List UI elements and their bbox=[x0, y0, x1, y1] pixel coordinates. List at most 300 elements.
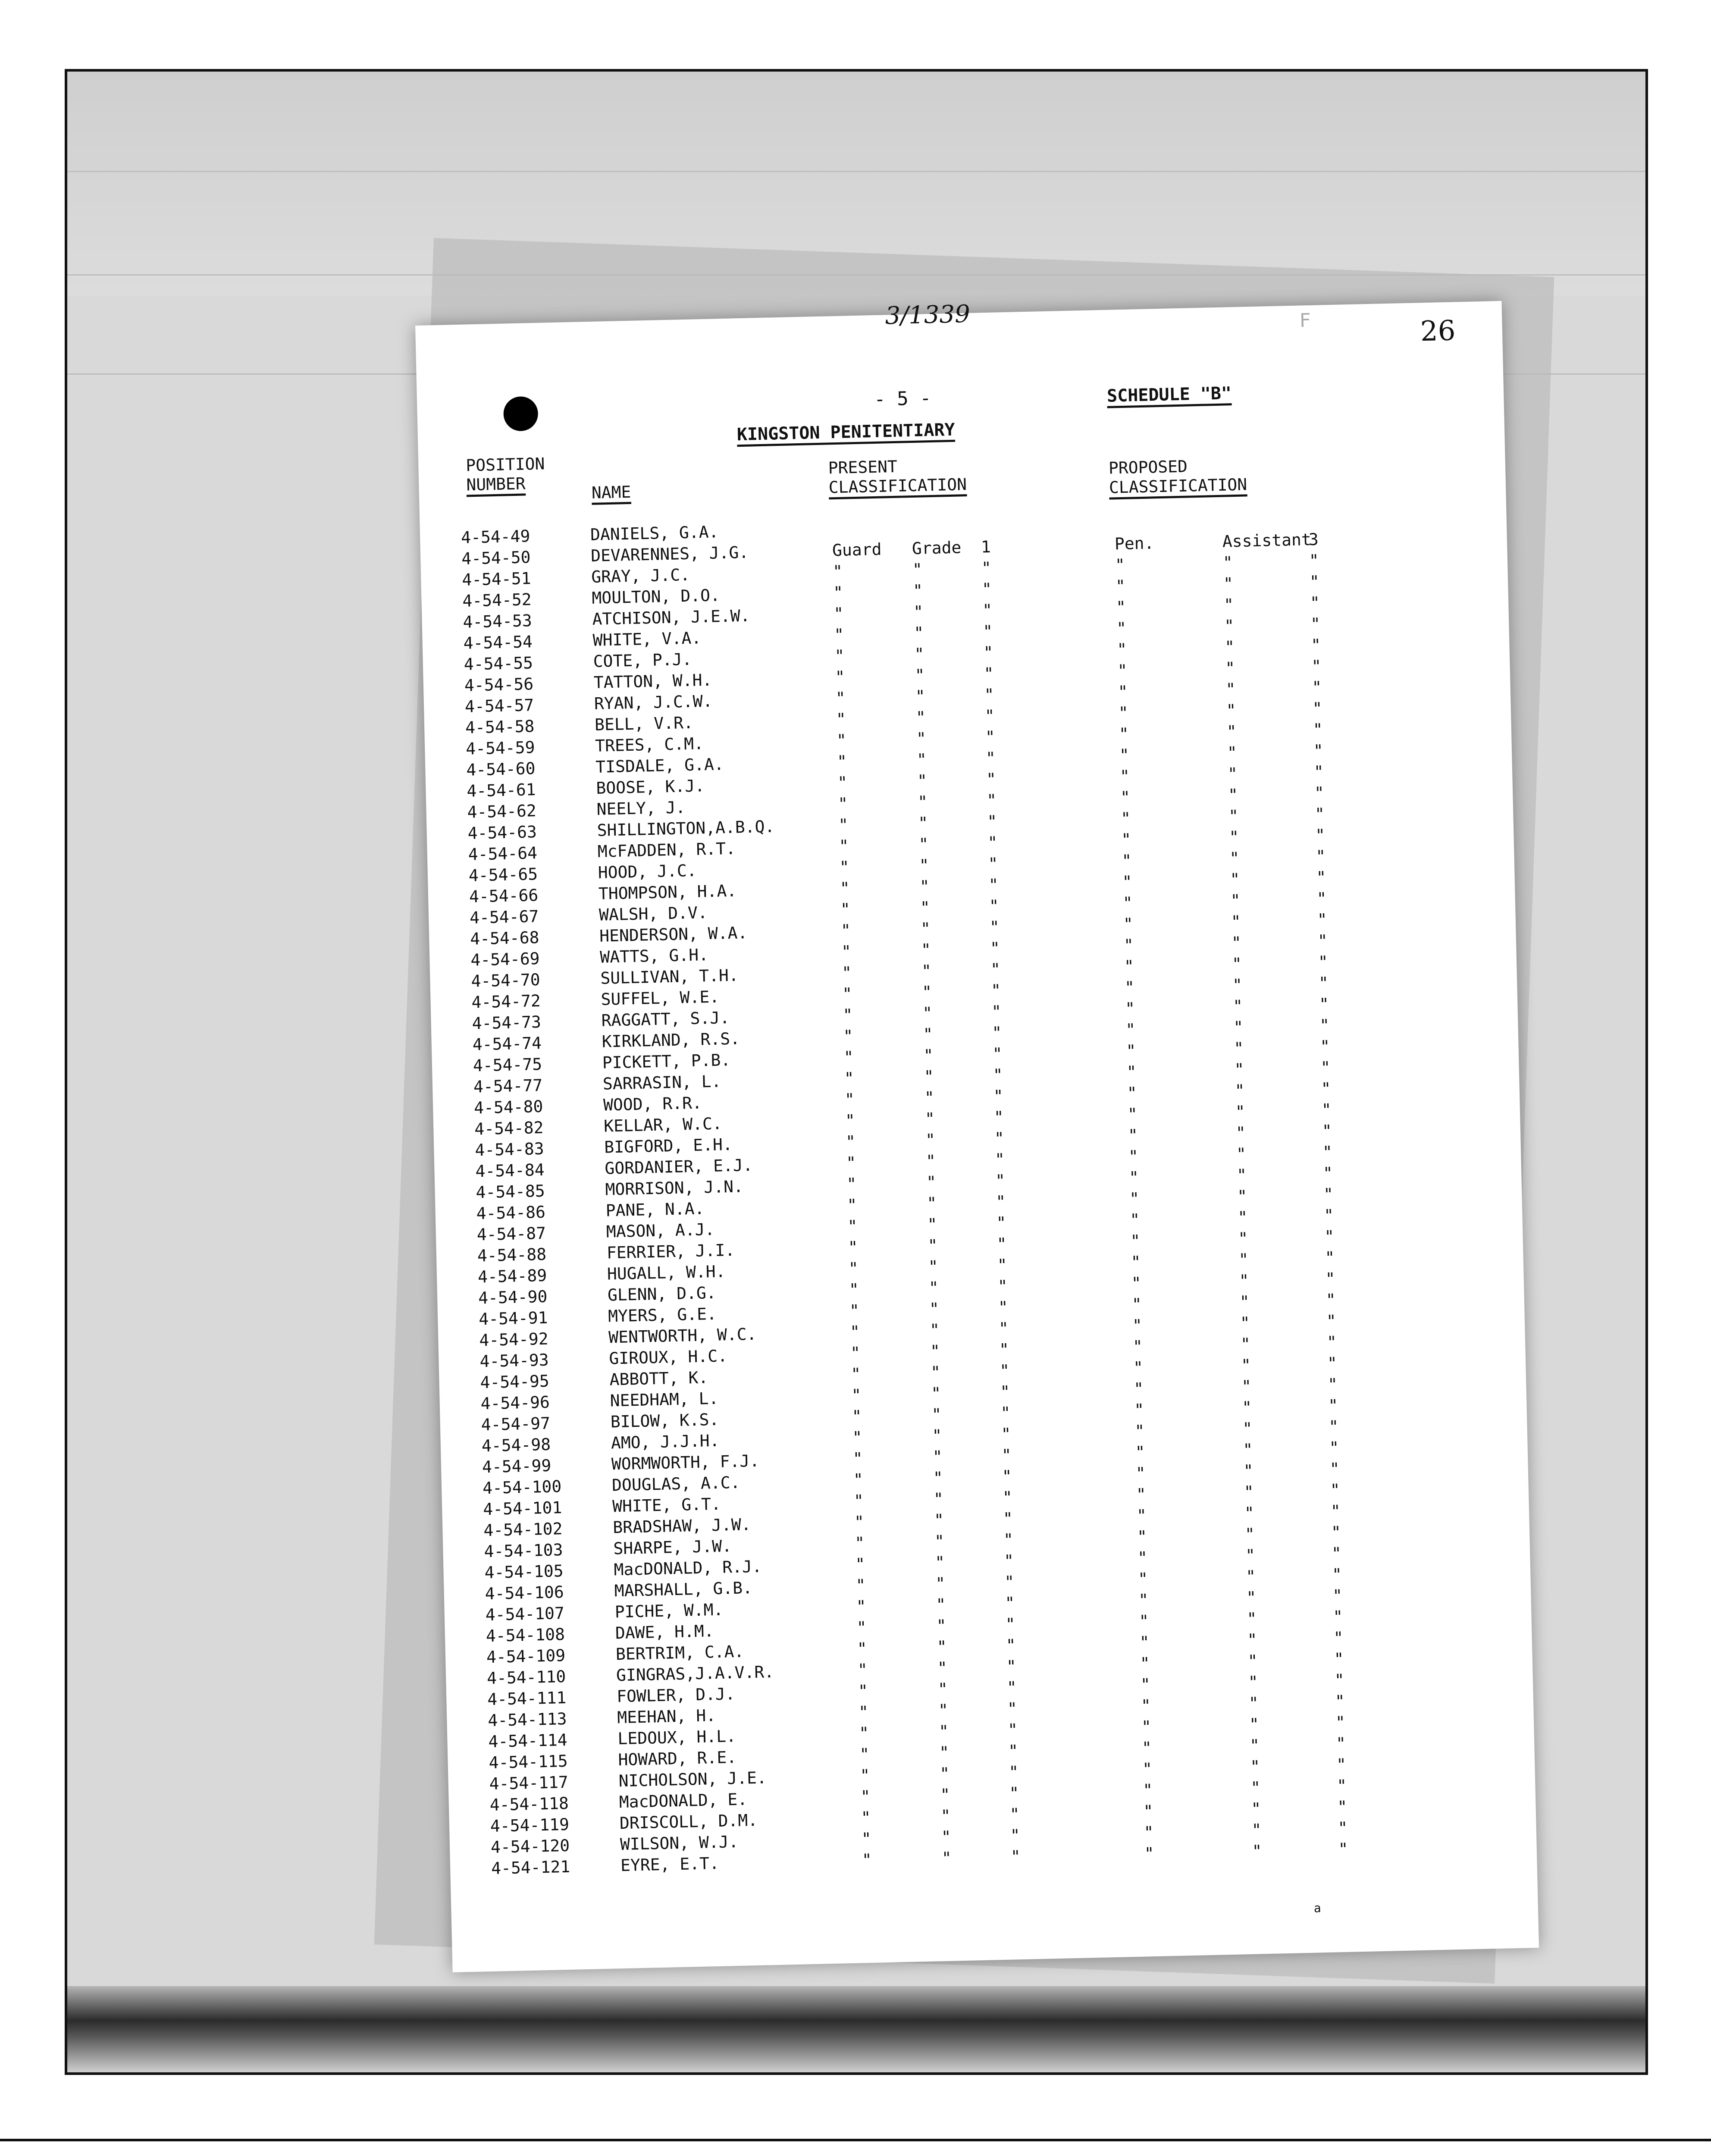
position-number: 4-54-67 bbox=[469, 906, 539, 928]
proposed-ditto: " bbox=[1325, 1248, 1335, 1267]
present-ditto: " bbox=[937, 1658, 948, 1678]
position-number: 4-54-102 bbox=[483, 1519, 563, 1540]
proposed-ditto: " bbox=[1321, 1100, 1332, 1119]
proposed-ditto: " bbox=[1223, 595, 1234, 614]
proposed-ditto: " bbox=[1119, 724, 1129, 744]
present-ditto: " bbox=[987, 833, 998, 852]
present-ditto: " bbox=[988, 875, 999, 895]
proposed-ditto: " bbox=[1332, 1586, 1343, 1605]
present-ditto: " bbox=[934, 1552, 945, 1572]
present-ditto: " bbox=[924, 1088, 935, 1107]
proposed-ditto: " bbox=[1338, 1839, 1349, 1859]
present-ditto: " bbox=[981, 579, 992, 599]
proposed-ditto: " bbox=[1231, 912, 1241, 931]
employee-name: MYERS, G.E. bbox=[608, 1304, 717, 1326]
footer-strip bbox=[0, 2139, 1711, 2141]
proposed-header-line2: CLASSIFICATION bbox=[1109, 475, 1247, 497]
position-number: 4-54-106 bbox=[485, 1583, 564, 1604]
employee-name: WHITE, G.T. bbox=[612, 1494, 721, 1516]
employee-name: MOULTON, D.O. bbox=[591, 586, 721, 608]
present-ditto: " bbox=[912, 560, 923, 580]
proposed-ditto: " bbox=[1118, 682, 1128, 702]
present-ditto: " bbox=[862, 1850, 872, 1870]
present-ditto: " bbox=[1007, 1720, 1018, 1739]
proposed-ditto: " bbox=[1237, 1207, 1248, 1227]
present-ditto: " bbox=[939, 1742, 950, 1762]
proposed-ditto: " bbox=[1232, 975, 1243, 995]
position-number: 4-54-75 bbox=[473, 1054, 542, 1075]
proposed-ditto: " bbox=[1115, 555, 1125, 575]
proposed-ditto: " bbox=[1245, 1567, 1256, 1586]
page-label: - 5 - bbox=[874, 387, 932, 411]
position-number: 4-54-72 bbox=[471, 991, 541, 1012]
present-ditto: " bbox=[837, 794, 848, 814]
scan-frame bbox=[65, 69, 1648, 2075]
proposed-ditto: " bbox=[1234, 1059, 1245, 1079]
present-ditto: " bbox=[986, 769, 997, 789]
proposed-ditto: " bbox=[1245, 1545, 1256, 1565]
position-number: 4-54-115 bbox=[489, 1751, 568, 1773]
proposed-ditto: " bbox=[1133, 1358, 1144, 1377]
proposed-ditto: " bbox=[1120, 787, 1131, 807]
present-ditto: " bbox=[984, 685, 995, 705]
proposed-ditto: " bbox=[1250, 1778, 1261, 1797]
present-ditto: " bbox=[846, 1174, 857, 1194]
present-ditto: " bbox=[930, 1341, 940, 1361]
proposed-ditto: " bbox=[1249, 1736, 1260, 1755]
employee-name: GIROUX, H.C. bbox=[608, 1346, 728, 1368]
present-ditto: " bbox=[938, 1700, 949, 1720]
present-ditto: " bbox=[835, 688, 846, 708]
position-number: 4-54-83 bbox=[474, 1139, 545, 1160]
present-ditto: " bbox=[1003, 1530, 1014, 1549]
proposed-ditto: " bbox=[1141, 1696, 1151, 1715]
proposed-ditto: " bbox=[1318, 973, 1329, 993]
position-number: 4-54-61 bbox=[467, 780, 536, 801]
present-ditto: " bbox=[839, 857, 850, 877]
employee-name: BRADSHAW, J.W. bbox=[612, 1515, 752, 1537]
present-ditto: " bbox=[919, 877, 930, 896]
proposed-ditto: " bbox=[1135, 1463, 1146, 1483]
present-ditto: " bbox=[1003, 1509, 1013, 1528]
proposed-ditto: " bbox=[1326, 1290, 1336, 1310]
employee-name: HUGALL, W.H. bbox=[607, 1262, 726, 1284]
present-ditto: " bbox=[937, 1637, 947, 1657]
present-ditto: " bbox=[917, 771, 928, 790]
present-ditto: " bbox=[922, 1003, 933, 1023]
proposed-ditto: " bbox=[1128, 1168, 1139, 1188]
present-ditto: " bbox=[1009, 1805, 1020, 1824]
proposed-ditto: " bbox=[1334, 1670, 1345, 1690]
proposed-ditto: " bbox=[1244, 1503, 1255, 1523]
employee-name: COTE, P.J. bbox=[593, 649, 692, 671]
proposed-ditto: " bbox=[1235, 1081, 1245, 1100]
proposed-ditto: " bbox=[1335, 1733, 1346, 1753]
present-ditto: " bbox=[847, 1216, 858, 1236]
proposed-ditto: " bbox=[1116, 618, 1127, 638]
proposed-ditto: " bbox=[1242, 1419, 1253, 1438]
present-ditto: " bbox=[856, 1618, 867, 1637]
employee-name: TATTON, W.H. bbox=[593, 670, 712, 692]
employee-name: FERRIER, J.I. bbox=[606, 1240, 735, 1263]
proposed-ditto: " bbox=[1222, 553, 1233, 572]
position-number: 4-54-91 bbox=[478, 1308, 548, 1329]
employee-name: MEEHAN, H. bbox=[617, 1706, 716, 1727]
proposed-ditto: " bbox=[1321, 1079, 1332, 1098]
present-ditto: " bbox=[941, 1848, 952, 1868]
position-number: 4-54-98 bbox=[481, 1435, 551, 1456]
present-ditto: " bbox=[833, 604, 844, 624]
schedule-title: SCHEDULE "B" bbox=[1106, 383, 1232, 406]
position-number: 4-54-111 bbox=[487, 1688, 567, 1709]
proposed-ditto: " bbox=[1325, 1269, 1336, 1288]
proposed-ditto: " bbox=[1226, 701, 1237, 720]
proposed-ditto: " bbox=[1314, 804, 1325, 824]
proposed-ditto: " bbox=[1123, 914, 1134, 934]
proposed-ditto: " bbox=[1310, 635, 1321, 655]
proposed-ditto: " bbox=[1132, 1337, 1143, 1356]
present-ditto: " bbox=[996, 1213, 1006, 1233]
present-ditto: " bbox=[940, 1785, 950, 1805]
employee-name: BIGFORD, E.H. bbox=[604, 1134, 733, 1157]
employee-name: EYRE, E.T. bbox=[620, 1854, 720, 1875]
proposed-classification: Assistant bbox=[1222, 530, 1312, 551]
proposed-ditto: " bbox=[1138, 1590, 1149, 1610]
faint-mark: F bbox=[1299, 309, 1311, 332]
proposed-ditto: " bbox=[1252, 1841, 1263, 1861]
position-number: 4-54-73 bbox=[472, 1012, 542, 1033]
proposed-ditto: " bbox=[1247, 1651, 1258, 1671]
present-ditto: " bbox=[851, 1385, 862, 1405]
present-ditto: " bbox=[857, 1639, 868, 1658]
position-number: 4-54-117 bbox=[489, 1772, 569, 1794]
proposed-ditto: " bbox=[1323, 1185, 1334, 1204]
present-ditto: " bbox=[834, 646, 845, 666]
proposed-ditto: " bbox=[1239, 1271, 1250, 1291]
present-ditto: " bbox=[993, 1065, 1003, 1085]
employee-name: MASON, A.J. bbox=[606, 1219, 715, 1241]
present-ditto: " bbox=[856, 1576, 866, 1595]
present-ditto: " bbox=[845, 1132, 856, 1151]
employee-name: WILSON, W.J. bbox=[620, 1832, 739, 1854]
present-ditto: " bbox=[841, 963, 852, 983]
proposed-ditto: " bbox=[1224, 616, 1235, 636]
proposed-classification: 3 bbox=[1308, 530, 1319, 549]
present-ditto: " bbox=[991, 1002, 1002, 1022]
proposed-ditto: " bbox=[1118, 703, 1129, 723]
present-ditto: " bbox=[1005, 1593, 1015, 1613]
proposed-ditto: " bbox=[1235, 1123, 1246, 1143]
proposed-ditto: " bbox=[1122, 851, 1132, 871]
present-ditto: " bbox=[855, 1554, 865, 1574]
present-ditto: " bbox=[993, 1107, 1004, 1127]
proposed-ditto: " bbox=[1231, 933, 1242, 953]
position-number: 4-54-55 bbox=[464, 653, 533, 674]
position-number: 4-54-70 bbox=[471, 970, 541, 991]
position-number: 4-54-101 bbox=[483, 1498, 562, 1519]
name-header: NAME bbox=[591, 482, 631, 502]
position-number: 4-54-114 bbox=[488, 1730, 568, 1752]
proposed-ditto: " bbox=[1332, 1607, 1343, 1626]
present-ditto: " bbox=[935, 1573, 946, 1593]
proposed-ditto: " bbox=[1131, 1273, 1142, 1293]
proposed-ditto: " bbox=[1137, 1548, 1148, 1567]
employee-name: WOOD, R.R. bbox=[603, 1093, 702, 1115]
proposed-ditto: " bbox=[1327, 1354, 1338, 1373]
present-ditto: " bbox=[854, 1512, 865, 1532]
position-number: 4-54-54 bbox=[463, 632, 533, 653]
proposed-ditto: " bbox=[1247, 1630, 1258, 1650]
present-ditto: " bbox=[993, 1086, 1004, 1106]
proposed-ditto: " bbox=[1310, 593, 1320, 613]
present-ditto: " bbox=[995, 1171, 1006, 1191]
present-ditto: " bbox=[915, 686, 926, 706]
proposed-ditto: " bbox=[1127, 1104, 1138, 1124]
present-ditto: " bbox=[849, 1301, 860, 1320]
present-ditto: " bbox=[1007, 1699, 1018, 1718]
present-ditto: " bbox=[840, 921, 851, 940]
present-ditto: " bbox=[850, 1343, 861, 1363]
present-ditto: " bbox=[990, 981, 1001, 1000]
position-number: 4-54-53 bbox=[463, 611, 533, 632]
proposed-ditto: " bbox=[1239, 1292, 1250, 1312]
proposed-ditto: " bbox=[1336, 1755, 1347, 1774]
proposed-ditto: " bbox=[1234, 1038, 1244, 1058]
present-ditto: " bbox=[984, 706, 995, 726]
proposed-ditto: " bbox=[1236, 1144, 1247, 1164]
position-number: 4-54-93 bbox=[479, 1350, 549, 1371]
proposed-ditto: " bbox=[1243, 1461, 1254, 1481]
proposed-ditto: " bbox=[1335, 1712, 1346, 1732]
present-ditto: " bbox=[843, 1026, 854, 1046]
proposed-ditto: " bbox=[1329, 1459, 1340, 1479]
present-ditto: " bbox=[989, 917, 1000, 937]
present-ditto: " bbox=[846, 1153, 856, 1172]
proposed-ditto: " bbox=[1136, 1506, 1147, 1525]
proposed-ditto: " bbox=[1319, 1037, 1330, 1056]
proposed-ditto: " bbox=[1338, 1818, 1348, 1838]
present-ditto: " bbox=[997, 1234, 1007, 1254]
employee-name: MARSHALL, G.B. bbox=[614, 1578, 753, 1601]
present-ditto: " bbox=[929, 1320, 940, 1340]
employee-name: HOWARD, R.E. bbox=[618, 1748, 737, 1770]
employee-name: SHARPE, J.W. bbox=[613, 1536, 732, 1558]
employee-name: GRAY, J.C. bbox=[591, 565, 690, 586]
proposed-ditto: " bbox=[1331, 1544, 1342, 1563]
proposed-ditto: " bbox=[1328, 1396, 1338, 1415]
proposed-ditto: " bbox=[1330, 1480, 1341, 1500]
proposed-ditto: " bbox=[1230, 870, 1241, 889]
position-number: 4-54-69 bbox=[470, 949, 540, 970]
proposed-ditto: " bbox=[1330, 1501, 1341, 1521]
present-ditto: " bbox=[915, 665, 925, 685]
proposed-ditto: " bbox=[1116, 639, 1127, 659]
present-ditto: " bbox=[985, 748, 996, 768]
position-number: 4-54-108 bbox=[486, 1624, 565, 1646]
position-number: 4-54-89 bbox=[477, 1266, 547, 1287]
present-ditto: " bbox=[913, 602, 924, 622]
present-ditto: " bbox=[923, 1025, 933, 1044]
present-ditto: " bbox=[1001, 1445, 1012, 1465]
present-ditto: " bbox=[988, 854, 999, 874]
proposed-ditto: " bbox=[1139, 1633, 1150, 1652]
employee-name: WALSH, D.V. bbox=[599, 903, 708, 924]
proposed-ditto: " bbox=[1129, 1210, 1140, 1230]
employee-name: AMO, J.J.H. bbox=[611, 1431, 720, 1453]
proposed-ditto: " bbox=[1130, 1231, 1141, 1250]
present-ditto: " bbox=[982, 600, 993, 620]
proposed-ditto: " bbox=[1315, 825, 1326, 845]
proposed-ditto: " bbox=[1228, 806, 1239, 826]
proposed-ditto: " bbox=[1313, 720, 1323, 740]
employee-name: RYAN, J.C.W. bbox=[594, 691, 713, 713]
proposed-ditto: " bbox=[1230, 891, 1241, 910]
present-ditto: " bbox=[849, 1322, 860, 1341]
proposed-ditto: " bbox=[1316, 889, 1327, 908]
present-ditto: " bbox=[1002, 1467, 1012, 1486]
proposed-ditto: " bbox=[1132, 1316, 1143, 1335]
present-ditto: " bbox=[1001, 1424, 1012, 1444]
position-number: 4-54-58 bbox=[465, 717, 535, 737]
present-ditto: " bbox=[845, 1111, 856, 1130]
present-ditto: " bbox=[986, 790, 997, 810]
present-ditto: " bbox=[861, 1829, 872, 1849]
proposed-ditto: " bbox=[1129, 1189, 1140, 1209]
present-ditto: " bbox=[934, 1531, 945, 1551]
present-header-line2: CLASSIFICATION bbox=[828, 475, 967, 497]
employee-name: NEELY, J. bbox=[596, 798, 686, 819]
present-ditto: " bbox=[987, 812, 997, 831]
present-ditto: " bbox=[853, 1491, 864, 1510]
present-ditto: " bbox=[923, 1046, 934, 1065]
proposed-ditto: " bbox=[1313, 762, 1324, 782]
proposed-ditto: " bbox=[1138, 1569, 1148, 1589]
proposed-header-line1: PROPOSED bbox=[1108, 457, 1188, 478]
proposed-ditto: " bbox=[1251, 1799, 1261, 1818]
employee-name: ABBOTT, K. bbox=[609, 1368, 708, 1389]
employee-name: GORDANIER, E.J. bbox=[604, 1155, 753, 1178]
proposed-ditto: " bbox=[1309, 551, 1319, 570]
position-list bbox=[420, 504, 1537, 1880]
present-ditto: " bbox=[850, 1364, 861, 1384]
present-ditto: " bbox=[860, 1766, 870, 1785]
present-ditto: " bbox=[933, 1468, 943, 1488]
proposed-ditto: " bbox=[1224, 637, 1235, 657]
proposed-ditto: " bbox=[1119, 745, 1130, 765]
present-ditto: " bbox=[924, 1067, 934, 1086]
proposed-ditto: " bbox=[1134, 1421, 1145, 1441]
position-number: 4-54-113 bbox=[487, 1709, 567, 1730]
present-ditto: " bbox=[990, 959, 1001, 979]
proposed-ditto: " bbox=[1241, 1376, 1252, 1396]
proposed-ditto: " bbox=[1309, 572, 1320, 592]
present-ditto: " bbox=[835, 667, 846, 687]
scan-bottom-band bbox=[67, 1986, 1645, 2072]
proposed-ditto: " bbox=[1137, 1527, 1147, 1546]
proposed-ditto: " bbox=[1142, 1759, 1153, 1779]
proposed-ditto: " bbox=[1250, 1757, 1260, 1777]
employee-name: PICKETT, P.B. bbox=[602, 1050, 731, 1072]
proposed-ditto: " bbox=[1227, 743, 1238, 762]
proposed-ditto: " bbox=[1251, 1820, 1262, 1839]
present-ditto: " bbox=[842, 984, 852, 1004]
present-ditto: " bbox=[852, 1428, 863, 1447]
employee-name: KIRKLAND, R.S. bbox=[602, 1029, 740, 1051]
present-ditto: " bbox=[1004, 1572, 1015, 1592]
position-number: 4-54-65 bbox=[468, 864, 538, 885]
position-number: 4-54-107 bbox=[485, 1604, 565, 1625]
present-header-line1: PRESENT bbox=[828, 457, 898, 478]
employee-name: BOOSE, K.J. bbox=[595, 776, 705, 798]
present-ditto: " bbox=[921, 961, 932, 981]
present-ditto: " bbox=[1000, 1382, 1010, 1401]
employee-name: HENDERSON, W.A. bbox=[599, 923, 748, 946]
proposed-ditto: " bbox=[1312, 677, 1322, 697]
present-ditto: " bbox=[940, 1806, 951, 1826]
proposed-ditto: " bbox=[1142, 1780, 1153, 1800]
present-ditto: " bbox=[932, 1426, 943, 1445]
proposed-ditto: " bbox=[1247, 1609, 1257, 1629]
employee-name: MacDONALD, E. bbox=[619, 1789, 748, 1812]
proposed-ditto: " bbox=[1135, 1442, 1146, 1462]
proposed-ditto: " bbox=[1226, 722, 1237, 741]
position-number: 4-54-84 bbox=[475, 1160, 545, 1181]
position-number: 4-54-120 bbox=[490, 1836, 570, 1857]
position-number: 4-54-87 bbox=[476, 1223, 546, 1244]
institution-title: KINGSTON PENITENTIARY bbox=[736, 420, 956, 445]
proposed-ditto: " bbox=[1324, 1227, 1335, 1246]
present-classification: Guard bbox=[832, 539, 882, 560]
proposed-ditto: " bbox=[1249, 1714, 1260, 1734]
present-ditto: " bbox=[857, 1660, 868, 1680]
position-number: 4-54-49 bbox=[461, 526, 530, 547]
present-ditto: " bbox=[998, 1319, 1009, 1338]
proposed-ditto: " bbox=[1315, 846, 1326, 866]
proposed-ditto: " bbox=[1238, 1250, 1249, 1269]
proposed-ditto: " bbox=[1320, 1058, 1331, 1077]
present-ditto: " bbox=[912, 581, 923, 601]
proposed-ditto: " bbox=[1240, 1334, 1251, 1354]
present-ditto: " bbox=[925, 1151, 936, 1171]
proposed-ditto: " bbox=[1335, 1691, 1345, 1711]
position-number: 4-54-56 bbox=[464, 674, 534, 695]
position-number: 4-54-90 bbox=[478, 1287, 548, 1308]
proposed-ditto: " bbox=[1128, 1147, 1139, 1166]
present-ditto: " bbox=[1009, 1783, 1019, 1803]
proposed-ditto: " bbox=[1236, 1165, 1247, 1185]
present-ditto: " bbox=[992, 1023, 1002, 1043]
position-number: 4-54-100 bbox=[482, 1477, 562, 1498]
position-number: 4-54-59 bbox=[465, 738, 535, 758]
proposed-ditto: " bbox=[1144, 1844, 1155, 1863]
proposed-ditto: " bbox=[1123, 935, 1134, 955]
present-ditto: " bbox=[932, 1447, 943, 1467]
position-number: 4-54-62 bbox=[467, 801, 537, 822]
present-ditto: " bbox=[930, 1363, 941, 1382]
proposed-ditto: " bbox=[1322, 1163, 1333, 1183]
proposed-ditto: " bbox=[1127, 1083, 1138, 1103]
position-number: 4-54-60 bbox=[466, 759, 536, 780]
position-number: 4-54-77 bbox=[473, 1075, 543, 1097]
present-ditto: " bbox=[832, 561, 843, 581]
position-number: 4-54-57 bbox=[464, 696, 534, 716]
present-ditto: " bbox=[990, 938, 1000, 958]
proposed-ditto: " bbox=[1312, 699, 1323, 718]
present-ditto: " bbox=[918, 834, 929, 854]
proposed-ditto: " bbox=[1141, 1717, 1152, 1736]
employee-name: BERTRIM, C.A. bbox=[615, 1642, 744, 1664]
proposed-ditto: " bbox=[1233, 1017, 1244, 1037]
